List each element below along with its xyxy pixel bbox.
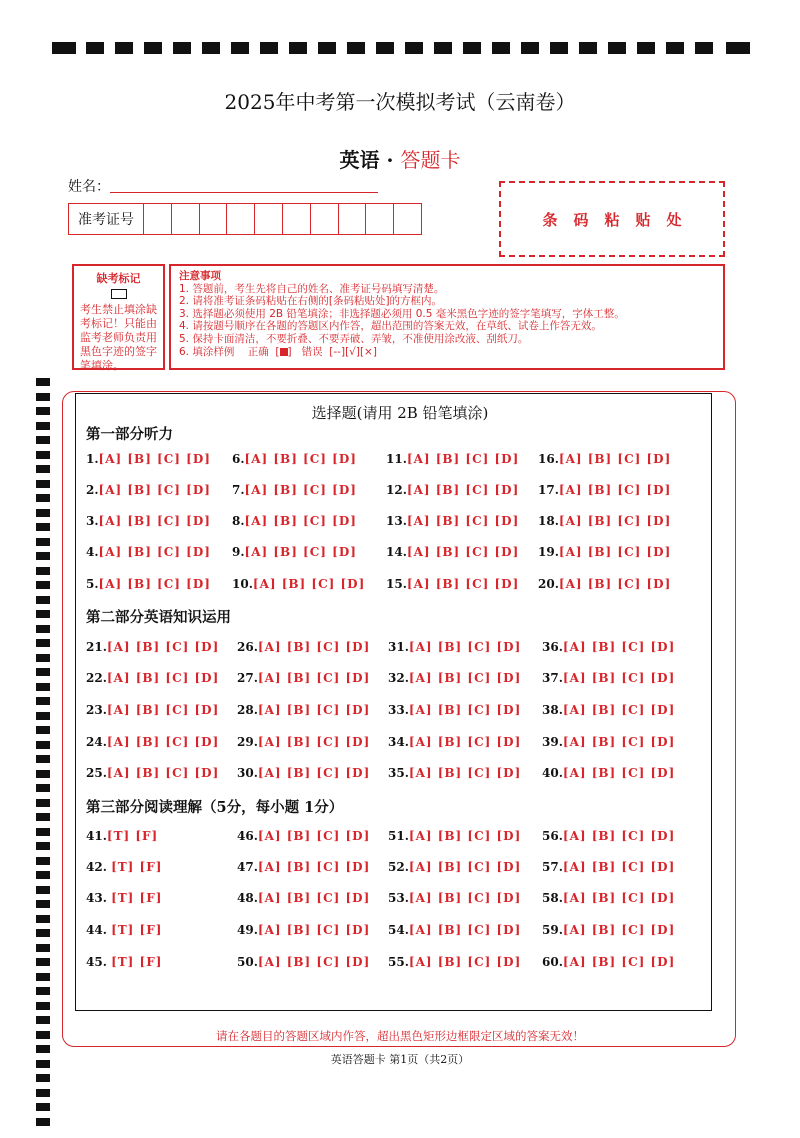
question-item [237,703,370,717]
question-item [237,735,370,749]
timing-mark [36,1016,50,1024]
question-number: 24. [86,735,107,749]
timing-mark [36,625,50,633]
timing-mark [36,770,50,778]
question-item [237,640,370,654]
timing-mark [36,1089,50,1097]
answer-options[interactable]: [A] [B] [C] [D] [562,735,676,749]
answer-options[interactable]: [A] [B] [C] [D] [562,829,676,843]
answer-options[interactable]: [A] [B] [C] [D] [558,452,672,466]
question-item [237,766,370,780]
exam-title: 2025年中考第一次模拟考试（云南卷） [224,90,576,114]
timing-mark [36,915,50,923]
timing-mark [579,42,597,54]
question-item [237,671,370,685]
answer-options[interactable]: [A] [B] [C] [D] [257,923,371,937]
timing-mark [86,42,104,54]
question-item [542,923,675,937]
question-item [86,640,219,654]
timing-mark [36,1074,50,1082]
question-number: 10. [232,577,253,591]
question-number: 21. [86,640,107,654]
question-item [388,860,521,874]
answer-options[interactable]: [A] [B] [C] [D] [257,735,371,749]
question-number: 26. [237,640,258,654]
timing-mark [36,886,50,894]
answer-options[interactable]: [A] [B] [C] [D] [408,640,522,654]
question-item [542,860,675,874]
answer-options[interactable]: [A] [B] [C] [D] [408,671,522,685]
exam-number-digit[interactable] [283,204,311,234]
question-number: 15. [386,577,407,591]
sample-wrong-marks: [--][√][×] [329,345,377,358]
question-number: 52. [388,860,409,874]
timing-mark [318,42,336,54]
question-item [232,514,357,528]
answer-options[interactable]: [A] [B] [C] [D] [244,483,357,497]
question-item [86,766,219,780]
answer-options[interactable]: [T] [F] [111,923,163,937]
answer-options[interactable]: [A] [B] [C] [D] [106,703,220,717]
question-item [542,671,675,685]
timing-mark [36,929,50,937]
timing-mark [36,973,50,981]
question-item [388,640,521,654]
notice-sample: 6. 填涂样例 正确 [ ] 错误 [--][√][×] [179,345,377,358]
question-number: 46. [237,829,258,843]
question-item [86,955,162,969]
timing-mark [463,42,481,54]
question-item [388,671,521,685]
question-item [538,545,671,559]
question-number: 35. [388,766,409,780]
timing-mark [36,494,50,502]
question-number: 20. [538,577,559,591]
timing-mark [695,42,713,54]
answer-options[interactable]: [A] [B] [C] [D] [562,671,676,685]
question-item [386,514,519,528]
question-number: 49. [237,923,258,937]
timing-mark [550,42,568,54]
timing-mark [289,42,307,54]
notices-title: 注意事项 [179,270,221,282]
card-subtitle [0,144,800,173]
question-item [237,860,370,874]
timing-mark [36,784,50,792]
answer-options[interactable]: [A] [B] [C] [D] [562,766,676,780]
timing-mark [36,581,50,589]
answer-options[interactable]: [A] [B] [C] [D] [406,452,520,466]
question-item [86,735,219,749]
question-number: 4. [86,545,99,559]
answer-options[interactable]: [A] [B] [C] [D] [406,514,520,528]
timing-mark [36,813,50,821]
side-timing-marks [36,378,50,1138]
question-number: 54. [388,923,409,937]
question-item [86,483,211,497]
timing-mark [376,42,394,54]
question-item [86,514,211,528]
answer-options[interactable]: [T] [F] [111,955,163,969]
question-item [86,860,162,874]
timing-mark [36,436,50,444]
answer-options[interactable]: [A] [B] [C] [D] [562,955,676,969]
question-item [86,829,158,843]
question-item [386,577,519,591]
answer-options[interactable]: [A] [B] [C] [D] [257,671,371,685]
question-number: 37. [542,671,563,685]
answer-options[interactable]: [A] [B] [C] [D] [562,860,676,874]
question-number: 45. [86,955,112,969]
timing-mark [36,465,50,473]
timing-mark [347,42,365,54]
timing-mark [36,523,50,531]
answer-options[interactable]: [A] [B] [C] [D] [558,545,672,559]
question-item [538,514,671,528]
timing-mark [36,712,50,720]
sample-wrong-label: 错误 [301,345,323,358]
barcode-area: 条码粘贴处 [499,181,725,257]
exam-number-digit[interactable] [255,204,283,234]
timing-mark [36,378,50,386]
exam-number-digit[interactable] [339,204,367,234]
question-item [542,735,675,749]
timing-mark [36,668,50,676]
question-item [542,703,675,717]
question-number: 59. [542,923,563,937]
question-number: 29. [237,735,258,749]
answer-options[interactable]: [A] [B] [C] [D] [252,577,366,591]
answer-options[interactable]: [A] [B] [C] [D] [408,735,522,749]
part2-heading: 第二部分英语知识运用 [86,609,231,626]
question-number: 18. [538,514,559,528]
answer-options[interactable]: [A] [B] [C] [D] [558,514,672,528]
question-item [542,766,675,780]
question-item [232,452,357,466]
question-number: 23. [86,703,107,717]
question-number: 13. [386,514,407,528]
timing-mark [637,42,655,54]
question-number: 41. [86,829,107,843]
answer-options[interactable]: [A] [B] [C] [D] [408,766,522,780]
timing-mark [260,42,278,54]
question-number: 51. [388,829,409,843]
notice-item: 1. 答题前，考生先将自己的姓名、准考证号码填写清楚。 [179,282,445,295]
answer-options[interactable]: [A] [B] [C] [D] [408,703,522,717]
timing-mark [231,42,249,54]
answer-options[interactable]: [A] [B] [C] [D] [98,545,211,559]
answer-options[interactable]: [A] [B] [C] [D] [98,514,211,528]
question-item [386,545,519,559]
question-item [388,829,521,843]
answer-options[interactable]: [T] [F] [111,860,163,874]
timing-mark [36,480,50,488]
question-number: 60. [542,955,563,969]
timing-mark [492,42,510,54]
question-number: 31. [388,640,409,654]
timing-mark [666,42,684,54]
timing-mark [36,596,50,604]
answer-options[interactable]: [A] [B] [C] [D] [257,766,371,780]
timing-mark [36,900,50,908]
question-number: 58. [542,891,563,905]
question-item [388,923,521,937]
timing-mark [36,683,50,691]
part1-heading: 第一部分听力 [86,426,173,443]
question-item [86,452,211,466]
question-number: 28. [237,703,258,717]
question-number: 44. [86,923,112,937]
answer-options[interactable]: [A] [B] [C] [D] [244,514,357,528]
question-number: 17. [538,483,559,497]
name-field[interactable] [110,192,378,193]
exam-number-digit[interactable] [394,204,421,234]
timing-mark [202,42,220,54]
notices-box [169,264,725,370]
question-number: 3. [86,514,99,528]
question-number: 11. [386,452,407,466]
timing-mark [36,842,50,850]
question-item [542,955,675,969]
subject-label: 英语 [339,148,380,172]
notice-item: 3. 选择题必须使用 2B 铅笔填涂；非选择题必须用 0.5 毫米黑色字迹的签字笔填写，字体工整。 [179,307,625,320]
answer-options[interactable]: [A] [B] [C] [D] [562,923,676,937]
question-number: 30. [237,766,258,780]
exam-number-digit[interactable] [311,204,339,234]
timing-mark [52,42,76,54]
answer-options[interactable]: [A] [B] [C] [D] [406,545,520,559]
timing-mark [36,654,50,662]
question-number: 47. [237,860,258,874]
timing-mark [36,567,50,575]
answer-options[interactable]: [A] [B] [C] [D] [408,923,522,937]
question-number: 25. [86,766,107,780]
answer-options[interactable]: [A] [B] [C] [D] [406,483,520,497]
timing-mark [608,42,626,54]
timing-mark [36,538,50,546]
question-number: 42. [86,860,112,874]
answer-options[interactable]: [A] [B] [C] [D] [106,671,220,685]
question-number: 14. [386,545,407,559]
question-number: 5. [86,577,99,591]
sample-correct-label: 正确 [247,345,269,358]
question-item [538,452,671,466]
answer-options[interactable]: [A] [B] [C] [D] [106,766,220,780]
section-title: 选择题(请用 2B 铅笔填涂) [311,404,489,422]
timing-mark [36,393,50,401]
answer-options[interactable]: [A] [B] [C] [D] [558,483,672,497]
timing-mark [144,42,162,54]
question-item [542,891,675,905]
answer-options[interactable]: [A] [B] [C] [D] [257,640,371,654]
timing-mark [36,1118,50,1126]
question-item [386,452,519,466]
absent-checkbox[interactable] [111,289,127,299]
question-item [232,545,357,559]
absent-mark-title: 缺考标记 [96,272,141,285]
absent-mark-box [72,264,165,370]
question-number: 43. [86,891,112,905]
question-item [538,577,671,591]
card-label: 答题卡 [400,148,461,172]
question-number: 57. [542,860,563,874]
question-item [388,735,521,749]
exam-number-digit[interactable] [172,204,200,234]
question-item [86,545,211,559]
question-item [86,577,211,591]
question-number: 16. [538,452,559,466]
question-number: 9. [232,545,245,559]
question-item [86,671,219,685]
answer-options[interactable]: [A] [B] [C] [D] [257,860,371,874]
timing-mark [36,741,50,749]
timing-mark [36,697,50,705]
question-number: 32. [388,671,409,685]
timing-mark [36,509,50,517]
filled-sample-mark [280,348,288,356]
question-number: 50. [237,955,258,969]
timing-mark [726,42,750,54]
answer-area-warning: 请在各题目的答题区域内作答，超出黑色矩形边框限定区域的答案无效！ [216,1029,584,1043]
question-item [386,483,519,497]
answer-options[interactable]: [A] [B] [C] [D] [562,640,676,654]
answer-options[interactable]: [A] [B] [C] [D] [558,577,672,591]
question-item [538,483,671,497]
question-number: 53. [388,891,409,905]
question-number: 7. [232,483,245,497]
timing-mark [36,987,50,995]
question-item [388,955,521,969]
page-footer: 英语答题卡 第1页（共2页） [330,1053,470,1066]
answer-options[interactable]: [A] [B] [C] [D] [106,735,220,749]
answer-options[interactable]: [A] [B] [C] [D] [257,955,371,969]
question-item [542,829,675,843]
question-number: 2. [86,483,99,497]
question-number: 55. [388,955,409,969]
answer-options[interactable]: [A] [B] [C] [D] [244,452,357,466]
exam-number-digit[interactable] [144,204,172,234]
question-number: 34. [388,735,409,749]
answer-options[interactable]: [A] [B] [C] [D] [244,545,357,559]
answer-options[interactable]: [A] [B] [C] [D] [408,891,522,905]
exam-number-digit[interactable] [366,204,394,234]
answer-options[interactable]: [T] [F] [111,891,163,905]
timing-mark [36,726,50,734]
notice-item: 4. 请按题号顺序在各题的答题区内作答，超出范围的答案无效，在草纸、试卷上作答无效。 [179,320,602,333]
answer-options[interactable]: [A] [B] [C] [D] [98,577,211,591]
answer-options[interactable]: [T] [F] [106,829,159,843]
timing-mark [36,1002,50,1010]
timing-mark [36,1103,50,1111]
answer-options[interactable]: [A] [B] [C] [D] [98,483,211,497]
question-number: 40. [542,766,563,780]
question-item [86,703,219,717]
timing-mark [36,451,50,459]
timing-mark [36,871,50,879]
answer-options[interactable]: [A] [B] [C] [D] [106,640,220,654]
answer-options[interactable]: [A] [B] [C] [D] [562,703,676,717]
answer-options[interactable]: [A] [B] [C] [D] [408,860,522,874]
timing-mark [36,552,50,560]
answer-options[interactable]: [A] [B] [C] [D] [98,452,211,466]
answer-options[interactable]: [A] [B] [C] [D] [257,703,371,717]
exam-number-digit[interactable] [200,204,228,234]
question-number: 33. [388,703,409,717]
timing-mark [36,639,50,647]
notice-item: 5. 保持卡面清洁，不要折叠、不要弄破、弄皱，不准使用涂改液、刮纸刀。 [179,332,529,345]
question-number: 8. [232,514,245,528]
absent-mark-note: 考生禁止填涂缺考标记！只能由监考老师负责用黑色字迹的签字笔填涂。 [80,303,157,372]
timing-mark [405,42,423,54]
timing-mark [36,958,50,966]
title-separator: · [386,148,394,172]
timing-mark [36,828,50,836]
top-timing-marks [52,42,752,54]
answer-options[interactable]: [A] [B] [C] [D] [257,829,371,843]
exam-number-label: 准考证号 [69,204,144,234]
question-number: 56. [542,829,563,843]
question-item [237,923,370,937]
question-number: 38. [542,703,563,717]
question-number: 36. [542,640,563,654]
question-item [388,703,521,717]
timing-mark [36,799,50,807]
timing-mark [36,755,50,763]
part3-heading: 第三部分阅读理解（5分，每小题 1分） [86,799,344,816]
question-number: 39. [542,735,563,749]
question-item [237,955,370,969]
exam-number-digit[interactable] [227,204,255,234]
answer-options[interactable]: [A] [B] [C] [D] [408,955,522,969]
answer-options[interactable]: [A] [B] [C] [D] [408,829,522,843]
question-number: 27. [237,671,258,685]
question-number: 12. [386,483,407,497]
question-number: 22. [86,671,107,685]
question-item [237,891,370,905]
timing-mark [36,610,50,618]
timing-mark [115,42,133,54]
question-item [388,891,521,905]
question-number: 48. [237,891,258,905]
question-number: 19. [538,545,559,559]
sample-prefix: 6. 填涂样例 [179,345,235,358]
question-item [237,829,370,843]
timing-mark [36,944,50,952]
notice-item: 2. 请将准考证条码粘贴在右侧的[条码粘贴处]的方框内。 [179,295,443,308]
question-item [86,923,162,937]
question-item [232,483,357,497]
question-item [232,577,365,591]
exam-number-box [68,203,422,235]
answer-options[interactable]: [A] [B] [C] [D] [406,577,520,591]
answer-options[interactable]: [A] [B] [C] [D] [562,891,676,905]
question-item [542,640,675,654]
timing-mark [173,42,191,54]
timing-mark [434,42,452,54]
question-item [388,766,521,780]
question-number: 6. [232,452,245,466]
name-label: 姓名： [68,179,110,195]
question-item [86,891,162,905]
timing-mark [521,42,539,54]
timing-mark [36,857,50,865]
answer-options[interactable]: [A] [B] [C] [D] [257,891,371,905]
question-number: 1. [86,452,99,466]
